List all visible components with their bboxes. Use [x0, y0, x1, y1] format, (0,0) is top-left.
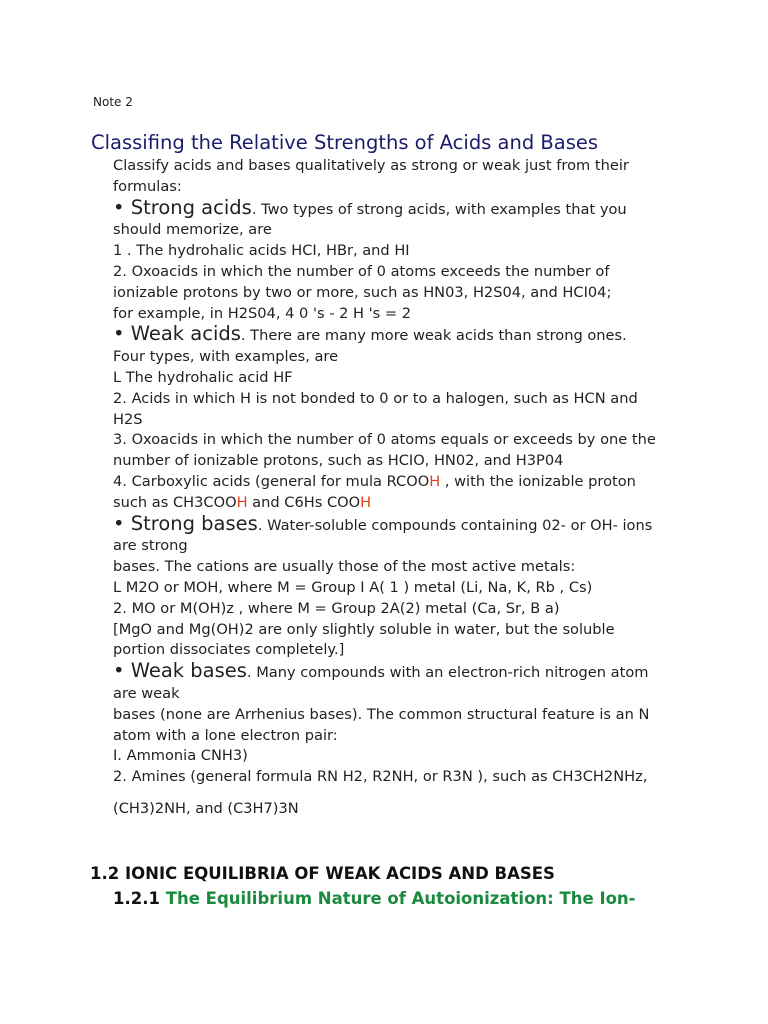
page-heading: Classifing the Relative Strengths of Acids and Bases [91, 131, 599, 154]
spacer [113, 788, 683, 799]
paragraph-line: 2. Acids in which H is not bonded to 0 or to a halogen, such as HCN and [113, 389, 638, 407]
paragraph-line: are strong [113, 537, 188, 555]
paragraph-line: 1 . The hydrohalic acids HCI, HBr, and HI [113, 242, 410, 260]
highlight-h: H [236, 493, 248, 511]
weak-bases-title: • Weak bases [113, 659, 247, 683]
highlight-h: H [360, 493, 372, 511]
carboxylic-line [113, 472, 683, 493]
text-run: such as CH3COO [113, 493, 237, 511]
weak-acids-title: • Weak acids [113, 322, 241, 346]
paragraph-line: 3. Oxoacids in which the number of 0 atoms equals or exceeds by one the [113, 431, 656, 449]
carboxylic-examples-line [113, 493, 683, 514]
weak-bases-lead-text: . Many compounds with an electron-rich nitrogen atom [246, 664, 649, 682]
paragraph-line: bases. The cations are usually those of the most active metals: [113, 558, 576, 576]
paragraph-line: H2S [113, 410, 143, 428]
highlight-h: H [429, 472, 441, 490]
paragraph-line: 2. Amines (general formula RN H2, R2NH, or R3N ), such as CH3CH2NHz, [113, 768, 648, 786]
paragraph-line: portion dissociates completely.] [113, 641, 345, 659]
intro-line: formulas: [113, 177, 182, 195]
note-label: Note 2 [93, 95, 133, 109]
paragraph-line: for example, in H2S04, 4 0 's - 2 H 's = 2 [113, 304, 412, 322]
subsection-title: The Equilibrium Nature of Autoionization: The Ion- [165, 889, 636, 908]
strong-bases-lead [113, 511, 683, 537]
strong-acids-title: • Strong acids [113, 195, 252, 219]
paragraph-line: (CH3)2NH, and (C3H7)3N [113, 799, 299, 817]
text-run: and C6Hs COO [247, 493, 361, 511]
section-heading: 1.2 IONIC EQUILIBRIA OF WEAK ACIDS AND BASES [90, 864, 555, 883]
strong-bases-lead-text: . Water-soluble compounds containing 02- or OH- ions [257, 516, 653, 534]
paragraph-line: number of ionizable protons, such as HCIO, HN02, and H3P04 [113, 452, 564, 470]
paragraph-line: 2. Oxoacids in which the number of 0 atoms exceeds the number of [113, 262, 610, 280]
paragraph-line: L The hydrohalic acid HF [113, 368, 293, 386]
paragraph-line: atom with a lone electron pair: [113, 726, 338, 744]
paragraph-line: L M2O or MOH, where M = Group I A( 1 ) metal (Li, Na, K, Rb , Cs) [113, 578, 593, 596]
paragraph-line: I. Ammonia CNH3) [113, 747, 248, 765]
strong-acids-lead-text: . Two types of strong acids, with examples that you [251, 200, 627, 218]
text-run: 4. Carboxylic acids (general for mula RCOO [113, 472, 430, 490]
weak-acids-lead-text: . There are many more weak acids than strong ones. [240, 327, 627, 345]
paragraph-line: Four types, with examples, are [113, 348, 339, 366]
subsection-heading [113, 889, 636, 908]
weak-acids-lead [113, 324, 683, 347]
paragraph-line: [MgO and Mg(OH)2 are only slightly soluble in water, but the soluble [113, 620, 615, 638]
paragraph-line: ionizable protons by two or more, such as HN03, H2S04, and HCI04; [113, 283, 612, 301]
strong-acids-lead [113, 195, 683, 221]
paragraph-line: 2. MO or M(OH)z , where M = Group 2A(2) metal (Ca, Sr, B a) [113, 599, 560, 617]
text-run: , with the ionizable proton [440, 472, 636, 490]
document-body [113, 156, 683, 820]
paragraph-line: should memorize, are [113, 221, 272, 239]
subsection-number: 1.2.1 [113, 889, 160, 908]
paragraph-line: bases (none are Arrhenius bases). The common structural feature is an N [113, 705, 650, 723]
weak-bases-lead [113, 661, 683, 684]
paragraph-line: are weak [113, 684, 180, 702]
intro-line: Classify acids and bases qualitatively as strong or weak just from their [113, 157, 629, 174]
strong-bases-title: • Strong bases [113, 511, 258, 535]
